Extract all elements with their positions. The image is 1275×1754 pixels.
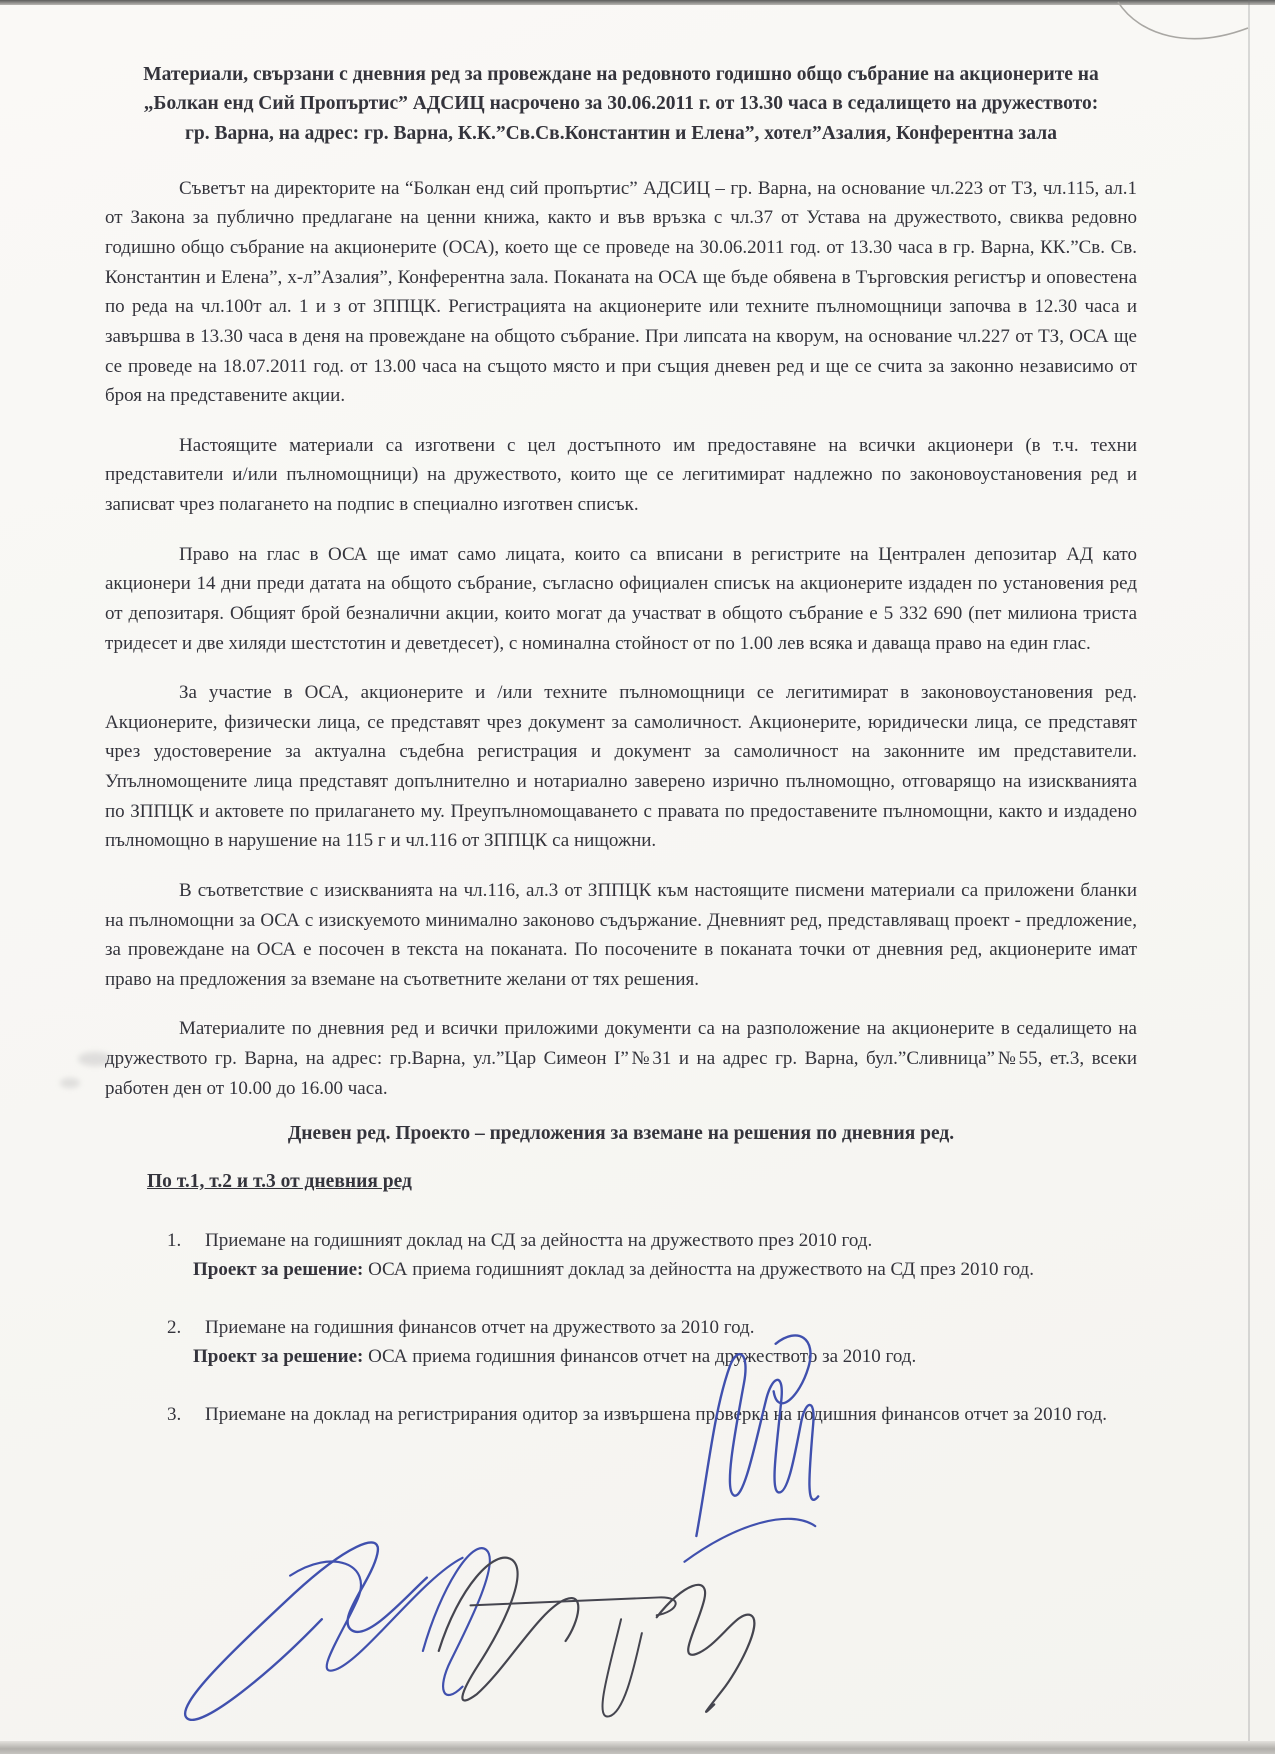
resolution-text: ОСА приема годишния финансов отчет на дружеството за 2010 год. bbox=[363, 1345, 917, 1367]
signature-1-ink bbox=[185, 1542, 490, 1719]
body-paragraph: Право на глас в ОСА ще имат само лицата, които са вписани в регистрите на Централен депозитар АД като акционери 14 дни преди датата на общото събрание, съгласно официален списък на акционерите издаден по установения ред от депозитаря. Общият брой безналични акции, които могат да участват в общото събрание е 5 332 690 (пет милиона триста тридесет и две хиляди шестстотин и деветдесет), с номинална стойност от по 1.00 лев всяка и даваща право на един глас. bbox=[105, 543, 1137, 654]
signature-3-ink bbox=[684, 1335, 818, 1561]
scan-right-edge-line bbox=[1248, 0, 1250, 1754]
item-text: Приемане на доклад на регистрирания одитор за извършена проверка на годишния финансов отчет за 2010 год. bbox=[205, 1404, 1108, 1426]
agenda-subheading: По т.1, т.2 и т.3 от дневния ред bbox=[147, 1171, 412, 1193]
signatures-block bbox=[140, 1322, 900, 1752]
page-title: Материали, свързани с дневния ред за провеждане на редовното годишно общо събрание на акционерите на „Болкан енд Сий Пропъртис” АДСИЦ насрочено за 30.06.2011 г. от 13.30 часа в седалището на дружеството: гр. Варна, на адрес: гр. Варна, К.К.”Св.Св.Константин и Елена”, хотел”Азалия, Конферентна зала bbox=[143, 64, 1099, 144]
body-paragraph: Материалите по дневния ред и всички приложими документи са на разположение на акционерите в седалището на дружеството гр. Варна, на адрес: гр.Варна, ул.”Цар Симеон I”№31 и на адрес гр. Варна, бул.”Сливница”№55, ет.3, всеки работен ден от 10.00 до 16.00 часа. bbox=[105, 1018, 1137, 1099]
resolution-label: Проект за решение: bbox=[193, 1345, 364, 1367]
body-paragraph: В съответствие с изискванията на чл.116, ал.3 от ЗППЦК към настоящите писмени материали са приложени бланки на пълномощни за ОСА с изискуемото минимално законово съдържание. Дневният ред, представляващ проект - предложение, за провеждане на ОСА е посочен в текста на поканата. По посочените в поканата точки от дневния ред, акционерите имат право на предложения за вземане на съответните желани от тях решения. bbox=[105, 879, 1137, 990]
agenda-item bbox=[167, 1227, 1135, 1284]
agenda-heading: Дневен ред. Проекто – предложения за вземане на решения по дневния ред. bbox=[287, 1123, 955, 1145]
body-paragraph: Съветът на директорите на “Болкан енд сий пропъртис” АДСИЦ – гр. Варна, на основание чл.223 от ТЗ, чл.115, ал.1 от Закона за публично предлагане на ценни книжа, както и във връзка с чл.37 от Устава на дружеството, свиква редовно годишно общо събрание на акционерите (ОСА), което ще се проведе на 30.06.2011 год. от 13.30 часа в гр. Варна, КК.”Св. Св. Константин и Елена”, х-л”Азалия”, Конферентна зала. Поканата на ОСА ще бъде обявена в Търговския регистър и оповестена по реда на чл.100т ал. 1 и з от ЗППЦК. Регистрацията на акционерите или техните пълномощници започва в 12.30 часа и завършва в 13.30 часа в деня на провеждане на общото събрание. При липсата на кворум, на основание чл.227 от ТЗ, ОСА ще се проведе на 18.07.2011 год. от 13.00 часа на същото място и при същия дневен ред и ще се счита за законно независимо от броя на представените акции. bbox=[105, 177, 1137, 407]
item-number: 1. bbox=[167, 1230, 182, 1252]
document-content bbox=[105, 60, 1137, 1460]
item-text: Приемане на годишният доклад на СД за дейността на дружеството през 2010 год. bbox=[205, 1230, 873, 1252]
scan-smudge bbox=[60, 1078, 80, 1088]
body-paragraph: Настоящите материали са изготвени с цел достъпното им предоставяне на всички акционери (в т.ч. техни представители и/или пълномощници) на дружеството, които ще се легитимират надлежно по законовоустановения ред и записват чрез полагането на подпис в специално изготвен списък. bbox=[105, 434, 1137, 515]
item-number: 2. bbox=[167, 1317, 182, 1339]
page-curl-mark bbox=[1080, 0, 1260, 60]
resolution-label: Проект за решение: bbox=[193, 1258, 364, 1280]
item-number: 3. bbox=[167, 1404, 182, 1426]
item-resolution bbox=[193, 1256, 1135, 1285]
scan-bottom-edge bbox=[0, 1741, 1275, 1754]
item-text: Приемане на годишния финансов отчет на дружеството за 2010 год. bbox=[205, 1317, 755, 1339]
resolution-text: ОСА приема годишният доклад за дейността на дружеството на СД през 2010 год. bbox=[363, 1258, 1034, 1280]
body-paragraph: За участие в ОСА, акционерите и /или техните пълномощници се легитимират в законовоустановения ред. Акционерите, физически лица, се представят чрез документ за самоличност. Акционерите, юридически лица, се представят чрез удостоверение за актуална съдебна регистрация и документ за самоличност на законните им представители. Упълномощените лица представят допълнително и нотариално заверено изрично пълномощно, отговарящо на изискванията по ЗППЦК и актовете по прилагането му. Преупълномощаването с правата по предоставените пълномощни, както и издадено пълномощно в нарушение на 115 г и чл.116 от ЗППЦК са нищожни. bbox=[105, 682, 1137, 852]
